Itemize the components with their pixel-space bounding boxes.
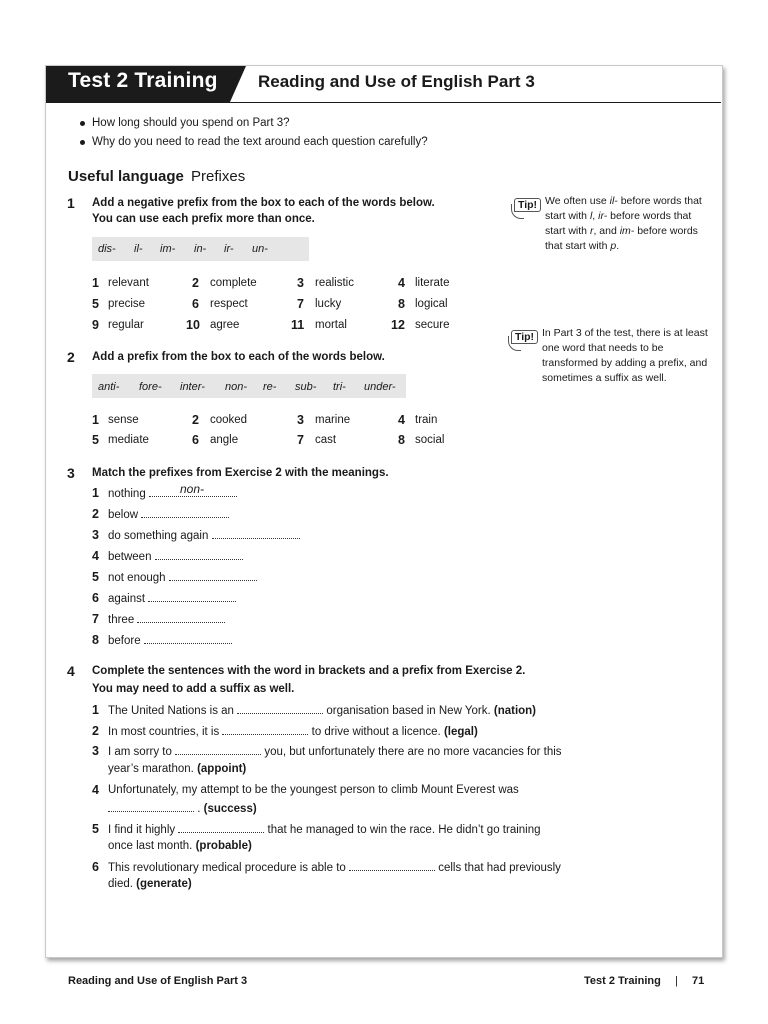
header-subtitle: Reading and Use of English Part 3 bbox=[258, 72, 535, 91]
intro-bullet-2: Why do you need to read the text around each question carefully? bbox=[92, 136, 428, 148]
tip-1-part: before words that start with bbox=[545, 210, 692, 237]
ex4-sentence-4-line-2 bbox=[108, 801, 257, 817]
item-number: 2 bbox=[92, 507, 99, 521]
item-word: cooked bbox=[210, 414, 248, 426]
ex2-instruction: Add a prefix from the box to each of the words below. bbox=[92, 351, 385, 363]
item-word: sense bbox=[108, 414, 139, 426]
item-number: 2 bbox=[92, 724, 99, 738]
item-word: precise bbox=[108, 298, 146, 310]
header-title: Test 2 Training bbox=[68, 69, 218, 92]
tip-1-part: before words that start with bbox=[545, 195, 702, 222]
answer-blank[interactable] bbox=[175, 744, 261, 755]
item-number: 3 bbox=[297, 276, 304, 290]
item-word: lucky bbox=[315, 298, 342, 310]
answer-blank[interactable] bbox=[144, 633, 232, 644]
tip-1-part: ir- bbox=[598, 210, 608, 222]
ex4-instruction-1: Complete the sentences with the word in brackets and a prefix from Exercise 2. bbox=[92, 665, 526, 677]
sentence-text: In most countries, it is bbox=[108, 726, 220, 738]
exercise-number: 4 bbox=[67, 663, 75, 679]
bullet-dot bbox=[80, 121, 85, 126]
prefix-option: re- bbox=[263, 381, 277, 393]
item-number: 8 bbox=[398, 297, 405, 311]
item-word: not enough bbox=[108, 572, 166, 584]
sentence-text: cells that had previously bbox=[438, 862, 561, 874]
tip-1-text bbox=[545, 194, 711, 254]
ex3-item bbox=[108, 633, 232, 649]
answer-blank[interactable] bbox=[169, 570, 257, 581]
item-number: 1 bbox=[92, 486, 99, 500]
sentence-text: . bbox=[197, 803, 201, 815]
ex1-instruction-1: Add a negative prefix from the box to each of the words below. bbox=[92, 197, 435, 209]
footer-right: Test 2 Training bbox=[584, 975, 661, 987]
tip-1-part: , bbox=[592, 210, 599, 222]
tip-1-part: We often use bbox=[545, 195, 610, 207]
item-number: 6 bbox=[192, 433, 199, 447]
prefix-option: fore- bbox=[139, 381, 162, 393]
item-number: 5 bbox=[92, 570, 99, 584]
prefix-option: dis- bbox=[98, 243, 116, 255]
answer-blank[interactable] bbox=[349, 860, 435, 871]
item-word: against bbox=[108, 593, 146, 605]
sentence-text: This revolutionary medical procedure is able to bbox=[108, 862, 346, 874]
item-number: 11 bbox=[291, 318, 305, 332]
bracket-word: (appoint) bbox=[197, 763, 247, 775]
ex4-sentence-4-line-1: Unfortunately, my attempt to be the youngest person to climb Mount Everest was bbox=[108, 784, 519, 796]
item-number: 7 bbox=[297, 297, 304, 311]
item-number: 4 bbox=[398, 276, 405, 290]
tip-2-text: In Part 3 of the test, there is at least one word that needs to be transformed by adding a prefix, and sometimes a suffix as well. bbox=[542, 327, 708, 384]
item-word: mediate bbox=[108, 434, 149, 446]
item-word: literate bbox=[415, 277, 450, 289]
sentence-text: died. bbox=[108, 878, 133, 890]
bracket-word: (legal) bbox=[443, 726, 478, 738]
sentence-text: that he managed to win the race. He didn’t go training bbox=[267, 824, 541, 836]
item-word: before bbox=[108, 635, 141, 647]
ex3-item bbox=[108, 507, 229, 523]
item-number: 9 bbox=[92, 318, 99, 332]
ex3-item bbox=[108, 486, 237, 502]
exercise-number: 1 bbox=[67, 195, 75, 211]
item-word: nothing bbox=[108, 488, 146, 500]
answer-blank[interactable] bbox=[222, 724, 308, 735]
item-word: three bbox=[108, 614, 135, 626]
item-number: 2 bbox=[192, 413, 199, 427]
tip-1-part: l bbox=[589, 210, 593, 222]
tip-1-part: il- bbox=[609, 195, 618, 207]
bullet-dot bbox=[80, 140, 85, 145]
ex1-instruction-2: You can use each prefix more than once. bbox=[92, 213, 315, 225]
item-word: marine bbox=[315, 414, 351, 426]
sentence-text: organisation based in New York. bbox=[326, 705, 491, 717]
answer-blank[interactable] bbox=[137, 612, 225, 623]
ex4-sentence-3-line-2 bbox=[108, 762, 246, 777]
item-number: 8 bbox=[92, 633, 99, 647]
item-number: 6 bbox=[92, 591, 99, 605]
prefix-option: sub- bbox=[295, 381, 317, 393]
item-word: do something again bbox=[108, 530, 209, 542]
exercise-number: 3 bbox=[67, 465, 75, 481]
section-heading-label: Useful language bbox=[68, 168, 184, 185]
tip-1-part: . bbox=[616, 240, 620, 252]
item-word: realistic bbox=[315, 277, 354, 289]
ex4-sentence-1 bbox=[108, 703, 536, 719]
prefix-option: inter- bbox=[180, 381, 205, 393]
item-number: 10 bbox=[186, 318, 200, 332]
prefix-option: non- bbox=[225, 381, 248, 393]
item-word: secure bbox=[415, 319, 450, 331]
ex4-sentence-2 bbox=[108, 724, 478, 740]
prefix-option: im- bbox=[160, 243, 176, 255]
answer-blank[interactable] bbox=[237, 703, 323, 714]
tip-1-part: , and bbox=[593, 225, 620, 237]
item-number: 6 bbox=[92, 860, 99, 874]
footer-separator: | bbox=[675, 975, 678, 987]
prefix-option: un- bbox=[252, 243, 268, 255]
item-number: 1 bbox=[92, 703, 99, 717]
sentence-text: The United Nations is an bbox=[108, 705, 234, 717]
ex4-sentence-6-line-2 bbox=[108, 877, 192, 892]
answer-blank[interactable] bbox=[212, 528, 300, 539]
ex3-item bbox=[108, 549, 243, 565]
tip-label: Tip! bbox=[511, 330, 538, 344]
tip-1-part: im- bbox=[619, 225, 635, 237]
item-word: complete bbox=[210, 277, 257, 289]
item-word: train bbox=[415, 414, 438, 426]
item-word: below bbox=[108, 509, 139, 521]
tip-1-part: before words that start with bbox=[545, 225, 698, 252]
sentence-text: to drive without a licence. bbox=[311, 726, 441, 738]
item-word: between bbox=[108, 551, 152, 563]
sentence-text: I am sorry to bbox=[108, 746, 172, 758]
item-number: 3 bbox=[92, 744, 99, 758]
item-number: 5 bbox=[92, 297, 99, 311]
sentence-text: I find it highly bbox=[108, 824, 176, 836]
ex4-sentence-5-line-1 bbox=[108, 822, 541, 838]
item-word: agree bbox=[210, 319, 240, 331]
bracket-word: (generate) bbox=[136, 878, 192, 890]
ex4-instruction-2: You may need to add a suffix as well. bbox=[92, 683, 295, 695]
prefix-option: anti- bbox=[98, 381, 120, 393]
item-number: 7 bbox=[92, 612, 99, 626]
answer-blank[interactable] bbox=[155, 549, 243, 560]
sentence-text: once last month. bbox=[108, 840, 193, 852]
tip-1-part: p bbox=[610, 240, 617, 252]
bracket-word: (nation) bbox=[493, 705, 537, 717]
prefix-option: tri- bbox=[333, 381, 346, 393]
ex4-sentence-3-line-1 bbox=[108, 744, 562, 760]
item-word: cast bbox=[315, 434, 337, 446]
item-number: 8 bbox=[398, 433, 405, 447]
header-rule bbox=[46, 102, 721, 103]
item-number: 1 bbox=[92, 276, 99, 290]
prefix-option: ir- bbox=[224, 243, 234, 255]
item-number: 4 bbox=[92, 783, 99, 797]
section-heading bbox=[68, 167, 245, 186]
tip-1-part: r bbox=[589, 225, 594, 237]
prefix-option: under- bbox=[364, 381, 396, 393]
handwritten-answer: non- bbox=[180, 482, 205, 496]
bracket-word: (probable) bbox=[195, 840, 252, 852]
answer-blank[interactable] bbox=[141, 507, 229, 518]
item-number: 2 bbox=[192, 276, 199, 290]
item-word: respect bbox=[210, 298, 248, 310]
item-number: 3 bbox=[92, 528, 99, 542]
item-word: angle bbox=[210, 434, 239, 446]
item-number: 1 bbox=[92, 413, 99, 427]
exercise-number: 2 bbox=[67, 349, 75, 365]
section-heading-topic: Prefixes bbox=[191, 168, 246, 185]
ex3-item bbox=[108, 570, 257, 586]
footer-left: Reading and Use of English Part 3 bbox=[68, 975, 248, 987]
answer-blank[interactable] bbox=[148, 591, 236, 602]
item-word: mortal bbox=[315, 319, 347, 331]
item-word: relevant bbox=[108, 277, 149, 289]
item-word: regular bbox=[108, 319, 144, 331]
answer-blank[interactable] bbox=[108, 801, 194, 812]
tip-label: Tip! bbox=[514, 198, 541, 212]
bracket-word: (success) bbox=[203, 803, 257, 815]
ex3-item bbox=[108, 591, 236, 607]
item-word: logical bbox=[415, 298, 448, 310]
answer-blank[interactable] bbox=[178, 822, 264, 833]
item-number: 12 bbox=[391, 318, 405, 332]
page-number: 71 bbox=[692, 975, 705, 987]
item-number: 4 bbox=[398, 413, 405, 427]
prefix-option: in- bbox=[194, 243, 207, 255]
item-number: 5 bbox=[92, 433, 99, 447]
intro-bullet-1: How long should you spend on Part 3? bbox=[92, 117, 290, 129]
item-number: 3 bbox=[297, 413, 304, 427]
prefix-option: il- bbox=[134, 243, 143, 255]
ex4-sentence-6-line-1 bbox=[108, 860, 561, 876]
ex4-sentence-5-line-2 bbox=[108, 839, 252, 854]
sentence-text: year’s marathon. bbox=[108, 763, 194, 775]
ex3-instruction: Match the prefixes from Exercise 2 with the meanings. bbox=[92, 467, 389, 479]
item-word: social bbox=[415, 434, 445, 446]
ex3-item bbox=[108, 528, 300, 544]
item-number: 4 bbox=[92, 549, 99, 563]
item-number: 6 bbox=[192, 297, 199, 311]
item-number: 5 bbox=[92, 822, 99, 836]
item-number: 7 bbox=[297, 433, 304, 447]
sentence-text: you, but unfortunately there are no more vacancies for this bbox=[264, 746, 562, 758]
ex3-item bbox=[108, 612, 225, 628]
